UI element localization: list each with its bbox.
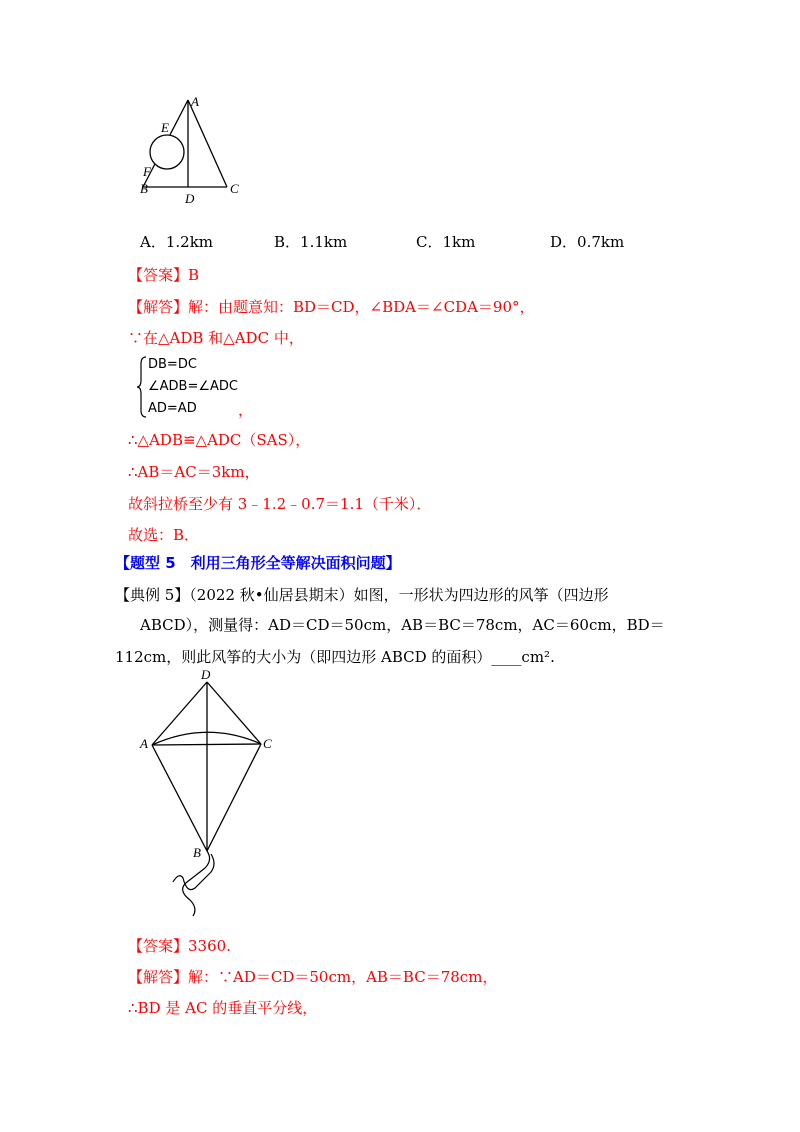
circle xyxy=(150,135,184,169)
option-a: A．1.2km xyxy=(140,233,214,251)
kite-cb xyxy=(207,744,261,851)
label-f: F xyxy=(143,164,151,179)
conclusion-line-1: ∴△ADB≌△ADC（SAS）， xyxy=(128,431,311,449)
section-heading: 【题型 5 利用三角形全等解决面积问题】 xyxy=(115,554,401,572)
kite-ab xyxy=(152,745,207,851)
kite-figure xyxy=(135,668,285,918)
example-line-1: 【典例 5】（2022 秋•仙居县期末）如图，一形状为四边形的风筝（四边形 xyxy=(115,586,609,604)
option-b: B．1.1km xyxy=(274,233,348,251)
label-a: A xyxy=(191,94,199,109)
label-d: D xyxy=(185,191,195,206)
system-line-3: AD=AD xyxy=(148,401,197,416)
answer-4: 【答案】B xyxy=(128,266,200,284)
solution-4-line-2: ∵在△ADB 和△ADC 中， xyxy=(128,329,304,347)
system-tail: ， xyxy=(238,401,254,419)
option-c: C．1km xyxy=(416,233,476,251)
answer-5: 【答案】3360. xyxy=(128,937,231,955)
solution-5-line-2: ∴BD 是 AC 的垂直平分线， xyxy=(128,999,318,1017)
conclusion-line-3: 故斜拉桥至少有 3﹣1.2﹣0.7＝1.1（千米）． xyxy=(128,495,432,513)
solution-5-line-1: 【解答】解：∵AD＝CD＝50cm，AB＝BC＝78cm， xyxy=(128,968,498,986)
system-line-2: ∠ADB=∠ADC xyxy=(148,379,239,394)
kite-label-a: A xyxy=(140,736,148,751)
system-line-1: DB=DC xyxy=(148,357,197,372)
option-d: D．0.7km xyxy=(550,233,625,251)
conclusion-line-4: 故选：B． xyxy=(128,526,200,544)
kite-label-c: C xyxy=(263,736,272,751)
label-e: E xyxy=(161,120,169,135)
line-ac xyxy=(188,100,227,187)
label-c: C xyxy=(230,181,239,196)
conclusion-line-2: ∴AB＝AC＝3km， xyxy=(128,463,260,481)
kite-label-d: D xyxy=(201,668,211,682)
brace xyxy=(136,356,148,418)
kite-tail xyxy=(173,851,214,916)
kite-ac xyxy=(152,744,261,745)
equation-system xyxy=(148,354,238,420)
kite-label-b: B xyxy=(193,845,201,860)
label-b: B xyxy=(140,181,148,196)
example-line-3: 112cm，则此风筝的大小为（即四边形 ABCD 的面积）____cm². xyxy=(115,648,555,666)
solution-4-line-1: 【解答】解：由题意知：BD＝CD，∠BDA＝∠CDA＝90°， xyxy=(128,298,535,316)
bridge-figure xyxy=(135,92,265,207)
example-line-2: ABCD），测量得：AD＝CD＝50cm，AB＝BC＝78cm，AC＝60cm，BD＝ xyxy=(140,616,665,634)
